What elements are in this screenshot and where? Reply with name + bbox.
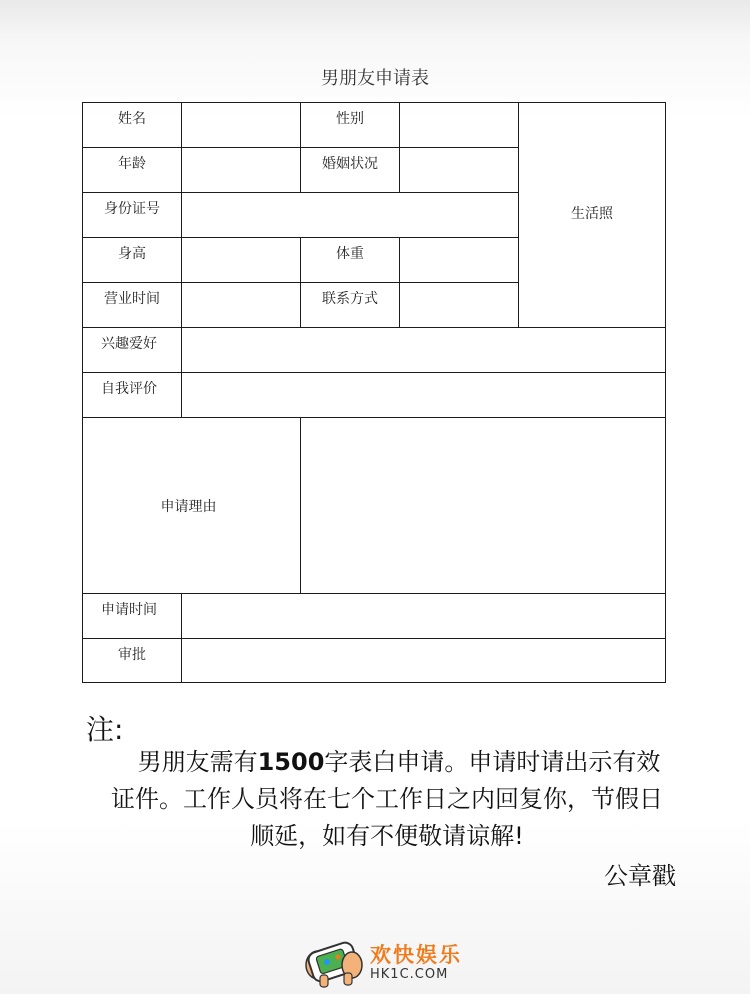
id-number-field[interactable] (181, 192, 519, 238)
age-field[interactable] (181, 147, 301, 193)
official-stamp-text: 公章戳 (604, 862, 676, 890)
note-number: 1500 (257, 748, 325, 776)
height-field[interactable] (181, 237, 301, 283)
name-field[interactable] (181, 102, 301, 148)
photo-box[interactable] (518, 102, 666, 328)
contact-field[interactable] (399, 282, 519, 328)
reason-field[interactable] (300, 417, 666, 594)
watermark (296, 935, 466, 991)
name-label: 姓名 (82, 102, 182, 148)
reason-label: 申请理由 (160, 498, 217, 515)
photo-label: 生活照 (571, 206, 613, 222)
game-controller-icon (296, 935, 368, 991)
note-text (82, 744, 692, 855)
note-heading: 注: (86, 713, 124, 746)
contact-label: 联系方式 (300, 282, 400, 328)
application-form-table (82, 102, 666, 683)
reason-label-cell (82, 417, 301, 594)
note-line-3: 顺延，如有不便敬请谅解! (250, 822, 524, 850)
approval-field[interactable] (181, 638, 666, 683)
gender-label: 性别 (300, 102, 400, 148)
watermark-name: 欢快娱乐 (370, 943, 462, 967)
age-label: 年龄 (82, 147, 182, 193)
form-title: 男朋友申请表 (321, 68, 429, 89)
marital-status-field[interactable] (399, 147, 519, 193)
id-number-label: 身份证号 (82, 192, 182, 238)
self-evaluation-label: 自我评价 (82, 372, 182, 418)
height-label: 身高 (82, 237, 182, 283)
marital-status-label: 婚姻状况 (300, 147, 400, 193)
weight-field[interactable] (399, 237, 519, 283)
apply-time-field[interactable] (181, 593, 666, 639)
hobbies-label: 兴趣爱好 (82, 327, 182, 373)
business-hours-label: 营业时间 (82, 282, 182, 328)
weight-label: 体重 (300, 237, 400, 283)
note-line-1: 男朋友需有1500字表白申请。申请时请出示有效 (137, 748, 661, 776)
hobbies-field[interactable] (181, 327, 666, 373)
approval-label: 审批 (82, 638, 182, 683)
watermark-url: HK1C.COM (370, 967, 449, 982)
business-hours-field[interactable] (181, 282, 301, 328)
apply-time-label: 申请时间 (82, 593, 182, 639)
gender-field[interactable] (399, 102, 519, 148)
note-line-2: 证件。工作人员将在七个工作日之内回复你，节假日 (111, 785, 663, 813)
self-evaluation-field[interactable] (181, 372, 666, 418)
